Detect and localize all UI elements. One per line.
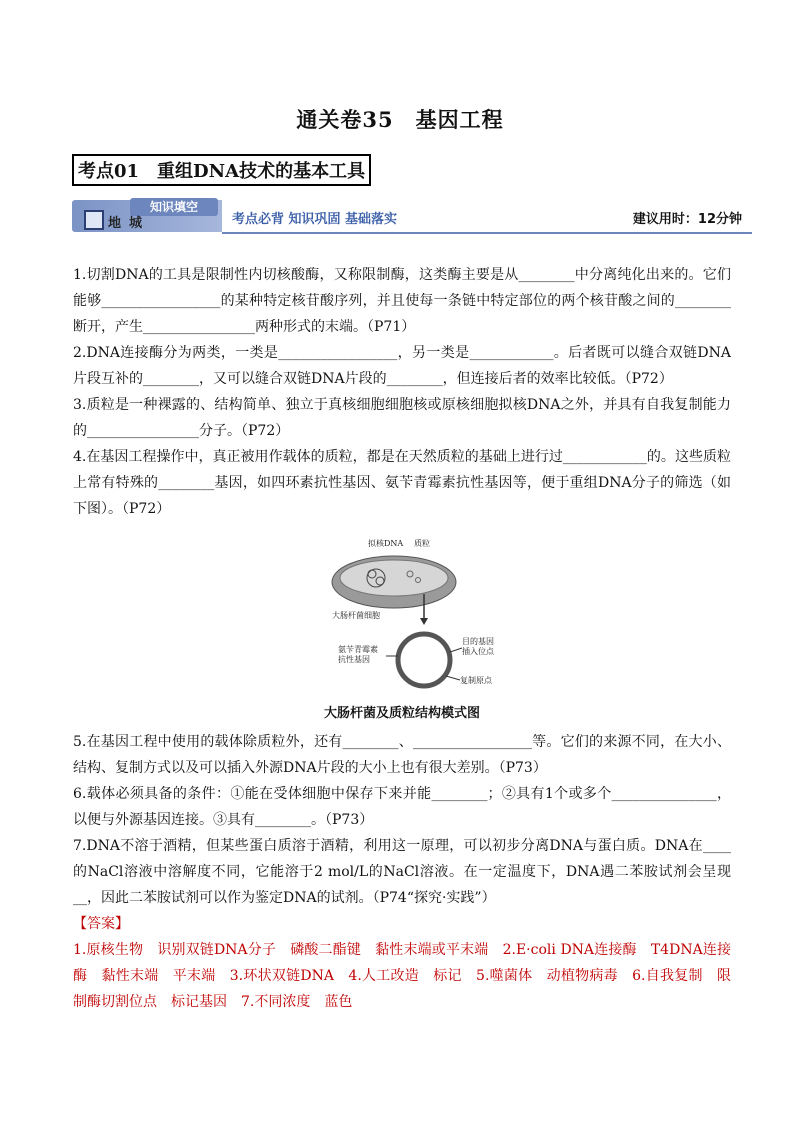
- figure-caption: 大肠杆菌及质粒结构模式图: [323, 706, 480, 721]
- content-body: [73, 262, 731, 1015]
- question-4: 4.在基因工程操作中，真正被用作载体的质粒，都是在天然质粒的基础上进行过____________的。这些质粒上常有特殊的________基因，如四环素抗性基因、氨苄青霉素抗性基因等，便于重组DNA分子的筛选（如下图）。（P72）: [73, 449, 731, 517]
- banner: [72, 200, 752, 238]
- banner-divider: [222, 232, 752, 234]
- section-heading: 考点01 重组DNA技术的基本工具: [72, 154, 371, 186]
- plasmid-ring: [398, 634, 450, 686]
- answer-heading: 【答案】: [73, 916, 129, 932]
- label-insert-site: 插入位点: [462, 647, 494, 656]
- arrow-head: [420, 618, 428, 625]
- figure-illustration: [302, 530, 502, 690]
- label-ecoli: 大肠杆菌细胞: [332, 611, 380, 620]
- label-resistance-1: 氨苄青霉素: [338, 645, 378, 654]
- page-title: 通关卷35 基因工程: [296, 107, 504, 132]
- banner-land: 地城: [108, 216, 151, 231]
- label-origin: 复制原点: [460, 676, 492, 685]
- question-5: 5.在基因工程中使用的载体除质粒外，还有________、_________________等。它们的来源不同，在大小、结构、复制方式以及可以插入外源DNA片段的大小上也有很大差别。（P73）: [73, 734, 731, 776]
- question-6: 6.载体必须具备的条件：①能在受体细胞中保存下来并能________；②具有1个或多个_______________，以便与外源基因连接。③具有________。（P73）: [73, 786, 731, 828]
- answer-text: 1.原核生物 识别双链DNA分子 磷酸二酯键 黏性末端或平末端 2.E·coli DNA连接酶 T4DNA连接酶 黏性末端 平末端 3.环状双链DNA 4.人工改造 标记 5.噬菌体 动植物病毒 6.自我复制 限制酶切割位点 标记基因 7.不同浓度 蓝色: [73, 942, 731, 1010]
- book-icon: [84, 210, 104, 230]
- banner-slogan: 考点必背 知识巩固 基础落实: [232, 212, 398, 227]
- ecoli-cell-inner: [340, 560, 448, 596]
- label-nucleoid: 拟核DNA: [368, 539, 404, 548]
- question-1: 1.切割DNA的工具是限制性内切核酸酶，又称限制酶，这类酶主要是从________中分离纯化出来的。它们能够_________________的某种特定核苷酸序列，并且使每一条链中特定部位的两个核苷酸之间的________断开，产生________________两种形式的末端。（P71）: [73, 267, 731, 335]
- label-resistance-2: 抗性基因: [338, 655, 370, 664]
- suggested-time: 建议用时：12分钟: [632, 212, 742, 227]
- question-7: 7.DNA不溶于酒精，但某些蛋白质溶于酒精，利用这一原理，可以初步分离DNA与蛋白质。DNA在____的NaCl溶液中溶解度不同，它能溶于2 mol/L的NaCl溶液。在一定温度下，DNA遇二苯胺试剂会呈现__，因此二苯胺试剂可以作为鉴定DNA的试剂。（P74“探究·实践”）: [73, 838, 731, 906]
- banner-tag: 知识填空: [130, 198, 218, 216]
- label-target-gene: 目的基因: [462, 637, 494, 646]
- ecoli-plasmid-figure: [302, 530, 502, 699]
- label-plasmid: 质粒: [414, 539, 430, 548]
- question-2: 2.DNA连接酶分为两类，一类是_________________，另一类是____________。后者既可以缝合双链DNA片段互补的________，又可以缝合双链DNA片段的________，但连接后者的效率比较低。（P72）: [73, 345, 731, 387]
- question-3: 3.质粒是一种裸露的、结构简单、独立于真核细胞细胞核或原核细胞拟核DNA之外，并具有自我复制能力的________________分子。（P72）: [73, 397, 731, 439]
